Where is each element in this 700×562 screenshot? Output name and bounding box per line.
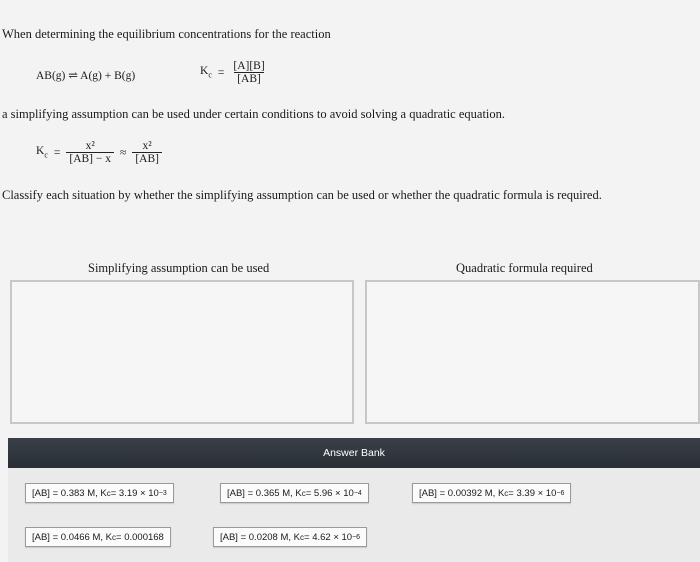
- approx-denominator-2: [AB]: [132, 152, 162, 165]
- intro-text: When determining the equilibrium concentrations for the reaction: [2, 27, 331, 41]
- kc-denominator: [AB]: [234, 72, 264, 85]
- simplifying-assumption-drop-zone[interactable]: [10, 280, 354, 424]
- instruction-text: Classify each situation by whether the simplifying assumption can be used or whether the quadratic formula is required.: [2, 188, 602, 202]
- answer-card-4[interactable]: [AB] = 0.0466 M, K c = 0.000168: [25, 527, 171, 547]
- kc-expression: $K_c$ = $\frac{[A][B]}{[AB]}$: [200, 60, 268, 85]
- approx-numerator-2: x²: [142, 140, 152, 152]
- approx-symbol: ≈: [120, 146, 127, 159]
- approx-fraction-1: [66, 140, 114, 165]
- answer-bank-header: [8, 438, 700, 468]
- approx-denominator-1: [AB] − x: [66, 152, 114, 165]
- answer-card-2[interactable]: [AB] = 0.365 M, K c = 5.96 × 10 −4: [220, 483, 369, 503]
- quadratic-formula-drop-zone[interactable]: [365, 280, 700, 424]
- kc-symbol: $K_c$: [200, 65, 212, 80]
- approximation-expression: $K_c$ = $\frac{\text{x²}}{[AB] - x}$ ≈ $\frac{\text{x²}}{[AB]}$: [36, 140, 162, 165]
- approx-fraction-2: [132, 140, 162, 165]
- reaction-equation: AB(g) ⇌ A(g) + B(g): [36, 70, 136, 82]
- answer-bank-title: Answer Bank: [323, 447, 385, 459]
- approx-numerator-1: x²: [85, 140, 95, 152]
- answer-card-3[interactable]: [AB] = 0.00392 M, K c = 3.39 × 10 −6: [412, 483, 571, 503]
- kc-symbol-2: $K_c$: [36, 145, 48, 160]
- kc-numerator: [A][B]: [233, 60, 265, 72]
- kc-fraction: [230, 60, 267, 85]
- assumption-text: a simplifying assumption can be used under certain conditions to avoid solving a quadratic equation.: [2, 107, 506, 121]
- right-bin-label: Quadratic formula required: [456, 261, 593, 275]
- left-bin-label: Simplifying assumption can be used: [88, 261, 270, 275]
- answer-card-5[interactable]: [AB] = 0.0208 M, K c = 4.62 × 10 −6: [213, 527, 367, 547]
- answer-card-1[interactable]: [AB] = 0.383 M, K c = 3.19 × 10 −3: [25, 483, 174, 503]
